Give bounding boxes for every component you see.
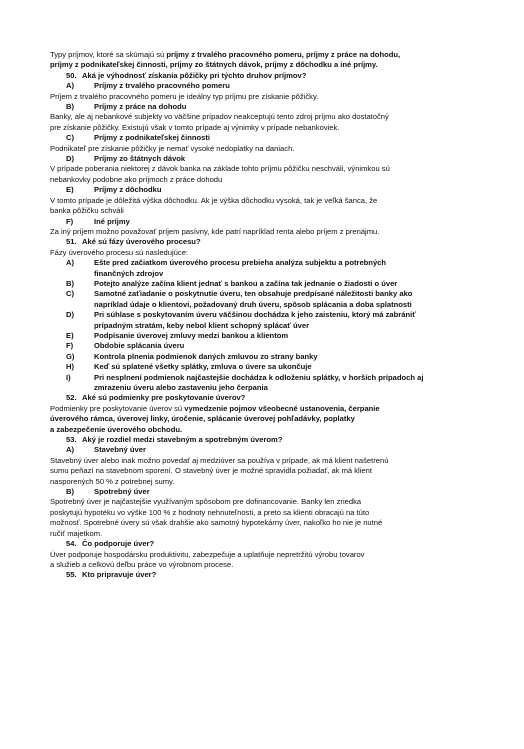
question-53: 53. Aký je rozdiel medzi stavebným a spotrebným úverom? xyxy=(66,435,283,445)
phases-list xyxy=(50,258,476,393)
intro-paragraph xyxy=(50,50,476,60)
intro-bold-1: príjmy z trvalého pracovného pomeru, príjmy z práce na dohodu, xyxy=(166,50,401,59)
text-d-1: V prípade poberania niektorej z dávok banka na základe tohto príjmu pôžičku neschváli, výnimkou sú xyxy=(50,164,390,174)
text-spotrebny-1: Spotrebný úver je najčastejšie využívaným spôsobom pre dofinancovanie. Banky len zriedka xyxy=(50,497,362,507)
heading-stavebny: A) Stavebný úver xyxy=(66,445,146,455)
heading-d: D) Príjmy zo štátnych dávok xyxy=(66,154,186,164)
phases-intro: Fázy úverového procesu sú nasledujúce: xyxy=(50,247,189,257)
list-item: D) Pri súhlase s poskytovaním úveru väčšinou dochádza k jeho zaisteniu, ktorý má zabrániť prípadným stratám, keby nebol klient schopný splácať úver xyxy=(66,310,416,330)
question-55: 55. Kto pripravuje úver? xyxy=(66,570,157,580)
text-d-2: nebankovky podobne ako príjmoch z práce dohodu xyxy=(50,174,223,184)
list-item: F) Obdobie splácania úveru xyxy=(66,341,185,351)
list-item: A) Ešte pred začiatkom úverového procesu prebieha analýza subjektu a potrebných finančných zdrojov xyxy=(66,258,387,278)
question-50: 50. Aká je výhodnosť získania pôžičky pri týchto druhov príjmov? xyxy=(66,70,307,80)
conditions-paragraph: Podmienky pre poskytovanie úverov sú vymedzenie pojmov všeobecné ustanovenia, čerpanie xyxy=(50,403,380,413)
conditions-bold-2: úverového rámca, úverovej linky, úročenie, splácanie úverovej pohľadávky, poplatky xyxy=(50,414,355,424)
list-item: B) Potejto analýze začína klient jednať s bankou a začína tak jednanie o žiadosti o úver xyxy=(66,278,398,288)
question-51: 51. Aké sú fázy úverového procesu? xyxy=(66,237,201,247)
text-spotrebny-4: ručiť majetkom. xyxy=(50,528,103,538)
intro-bold-2: príjmy z podnikateľskej činnosti, príjmy zo štátnych dávok, príjmy z dôchodku a iné príjmy. xyxy=(50,60,378,70)
text-support-2: a služieb a celkovú deľbu práce vo výrobnom procese. xyxy=(50,559,234,569)
text-a: Príjem z trvalého pracovného pomeru je ideálny typ príjmu pre získanie pôžičky. xyxy=(50,91,319,101)
text-e-1: V tomto prípade je dôležitá výška dôchodku. Ak je výška dôchodku vysoká, tak je veľká šanca, že xyxy=(50,195,378,205)
conditions-bold-3: a zabezpečenie úverového obchodu. xyxy=(50,424,183,434)
text-b-2: pre získanie pôžičky. Existujú však v tomto prípade aj výnimky v prípade nebankoviek. xyxy=(50,122,340,132)
text-stavebny-3: nasporených 50 % z potrebnej sumy. xyxy=(50,476,175,486)
heading-a: A) Príjmy z trvalého pracovného pomeru xyxy=(66,81,230,91)
list-item: E) Podpísanie úverovej zmluvy medzi bankou a klientom xyxy=(66,330,289,340)
text-b-1: Banky, ale aj nebankové subjekty vo väčšine prípadov neakceptujú tento zdroj príjmu ako dostatočný xyxy=(50,112,389,122)
intro-lead: Typy príjmov, ktoré sa skúmajú sú xyxy=(50,50,167,59)
text-spotrebny-2: poskytujú hypotéku vo výške 100 % z hodnoty nehnuteľnosti, a preto sa klienti obracajú na túto xyxy=(50,507,370,517)
list-item: G) Kontrola plnenia podmienok daných zmluvou zo strany banky xyxy=(66,351,318,361)
heading-f: F) Iné príjmy xyxy=(66,216,130,226)
text-c: Podnikateľ pre získanie pôžičky je nemať vysoké nedoplatky na daniach. xyxy=(50,143,295,153)
text-support-1: Úver podporuje hospodársku produktivitu, zabezpečuje a uplatňuje nepretržitú výrobu tovarov xyxy=(50,549,365,559)
list-item: H) Keď sú splatené všetky splátky, zmluva o úvere sa ukončuje xyxy=(66,362,312,372)
question-54: 54. Čo podporuje úver? xyxy=(66,539,155,549)
heading-spotrebny: B) Spotrebný úver xyxy=(66,487,150,497)
text-spotrebny-3: možnosť. Spotrebné úvery sú však drahšie ako samotný hypotekárny úver, nakoľko ho nie je nutné xyxy=(50,518,383,528)
document-body xyxy=(50,50,476,581)
text-stavebny-2: sumu peňazí na stavebnom sporení. O stavebný úver je možné spravidla požiadať, ak má klient xyxy=(50,466,372,476)
heading-c: C) Príjmy z podnikateľskej činnosti xyxy=(66,133,211,143)
list-item: C) Samotné zaťiadanie o poskytnutie úveru, ten obsahuje predpísané náležitosti banky ako napríklad údaje o klientovi, požadovaný druh úveru, spôsob splácania a doba splatnosti xyxy=(66,289,413,309)
list-item: I) Pri nesplnení podmienok najčastejšie dochádza k odloženiu splátky, v horších prípadoch aj zmrazeniu úveru alebo zastaveniu jeho čerpania xyxy=(66,372,424,392)
question-52: 52. Aké sú podmienky pre poskytovanie úverov? xyxy=(66,393,246,403)
heading-e: E) Príjmy z dôchodku xyxy=(66,185,162,195)
text-e-2: banka pôžičku schváli xyxy=(50,206,124,216)
text-f: Za iný príjem možno považovať príjem pasívny, kde patrí napríklad renta alebo príjem z prenájmu. xyxy=(50,226,380,236)
heading-b: B) Príjmy z práce na dohodu xyxy=(66,102,187,112)
text-stavebny-1: Stavebný úver alebo inak možno povedať aj medziúver sa používa v prípade, ak má klient našetrenú xyxy=(50,455,389,465)
